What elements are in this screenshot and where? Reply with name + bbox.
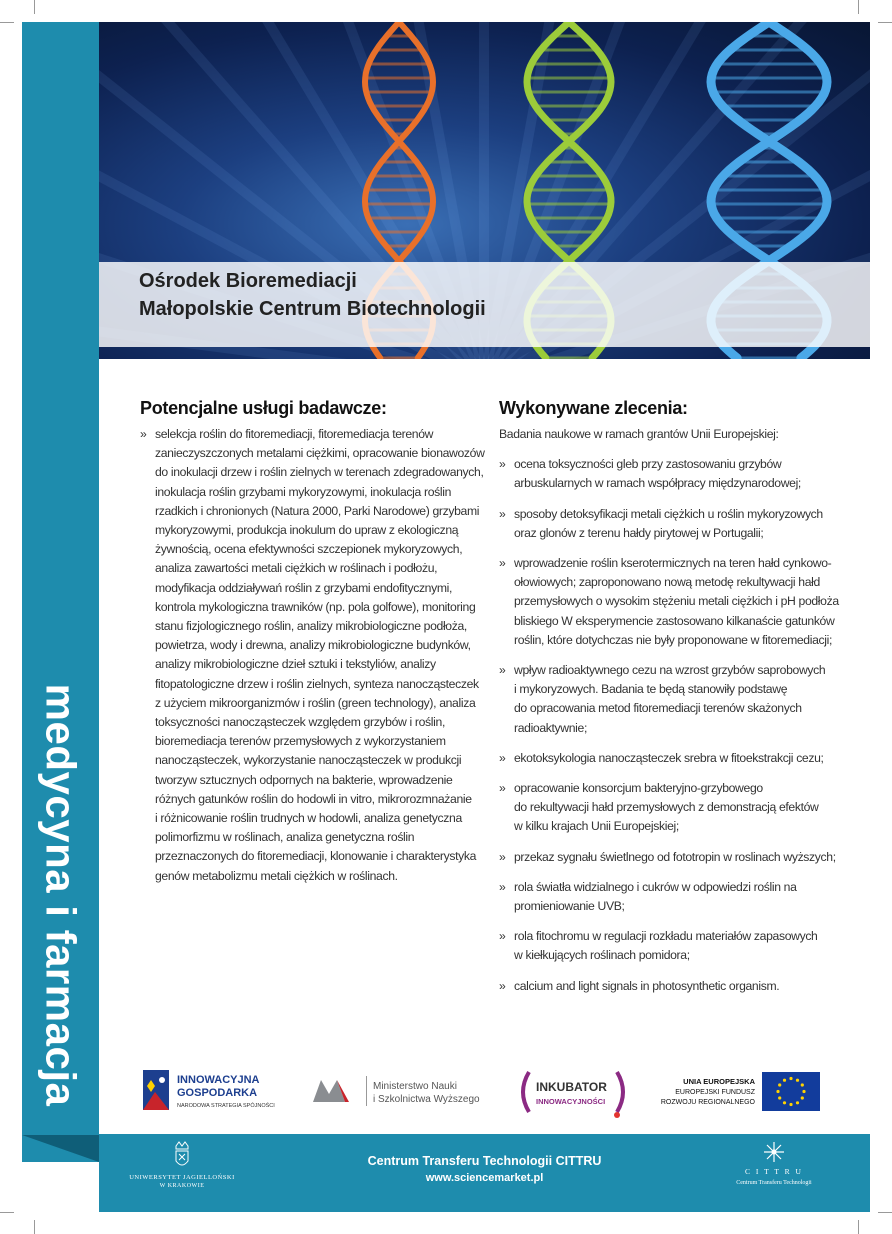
bullet-marker: » xyxy=(499,929,506,944)
eu-star xyxy=(776,1090,779,1093)
mn-line2: i Szkolnictwa Wyższego xyxy=(373,1094,480,1105)
services-line: genów metabolizmu metali ciężkich w roślinach. xyxy=(155,868,398,883)
crop-mark xyxy=(878,22,892,23)
bullet-marker: » xyxy=(499,663,506,678)
services-line: i różnicowanie roślin trudnych w hodowli, analiza genetyczna xyxy=(155,811,462,826)
eu-line3: ROZWOJU REGIONALNEGO xyxy=(660,1099,755,1106)
orders-line: oraz glonów z terenu hałdy pirytowej w Portugalii; xyxy=(514,525,764,540)
crop-mark xyxy=(878,1212,892,1213)
crop-mark xyxy=(34,0,35,14)
services-line: fitopatologiczne drzew i roślin zielnych, synteza nanocząsteczek xyxy=(155,676,479,691)
orders-item xyxy=(499,848,836,867)
orders-line: wprowadzenie roślin kserotermicznych na teren hałd cynkowo- xyxy=(514,556,832,571)
orders-item-text xyxy=(514,927,829,965)
orders-line: do rekultywacji hałd przemysłowych z demonstracją efektów xyxy=(514,800,819,815)
bullet-marker: » xyxy=(499,556,506,571)
orders-line: do opracowania metod fitoremediacji terenów skażonych xyxy=(514,701,802,716)
services-line: z użyciem mikroorganizmów i roślin (green technology), analiza xyxy=(155,695,476,710)
cittru-word: C I T T R U xyxy=(745,1167,803,1176)
orders-line: radioaktywnie; xyxy=(514,720,588,735)
services-line: stanu fizjologicznego roślin, analizy mikrobiologiczne podłoża, xyxy=(155,619,467,634)
sidebar-fold xyxy=(22,1135,99,1162)
uj-line1: UNIWERSYTET JAGIELLOŃSKI xyxy=(129,1174,235,1181)
eu-line1: UNIA EUROPEJSKA xyxy=(683,1077,755,1086)
bullet-marker: » xyxy=(499,506,506,521)
services-line: polimorfizmu w roślinach, analiza genetyczna roślin xyxy=(155,830,415,845)
services-line: kontrola mykologiczna trawników (np. pola golfowe), monitoring xyxy=(155,599,476,614)
orders-list xyxy=(499,455,839,996)
ig-line2: GOSPODARKA xyxy=(177,1087,258,1099)
uj-line2: W KRAKOWIE xyxy=(159,1183,205,1189)
bullet-marker: » xyxy=(499,978,506,993)
orders-line: roślin, które dotychczas nie były proponowane w fitoremediacji; xyxy=(514,632,833,647)
services-text xyxy=(155,425,485,886)
eu-star xyxy=(783,1079,786,1082)
orders-line: w kilku krajach Unii Europejskiej; xyxy=(514,819,679,834)
orders-line: przekaz sygnału świetlnego od fototropin w roslinach wyższych; xyxy=(514,849,836,864)
orders-item-text xyxy=(514,779,829,837)
orders-item-text xyxy=(514,661,829,738)
orders-line: bliskiego W eksperymencie zastosowano kilkanaście gatunków xyxy=(514,613,835,628)
orders-item-text xyxy=(514,977,829,996)
eu-star xyxy=(801,1096,804,1099)
orders-line: ołowiowych; zaproponowano nową metodę rekultywacji hałd xyxy=(514,575,820,590)
services-line: toksyczności nanocząsteczek względem grzybów i roślin, xyxy=(155,715,445,730)
services-line: selekcja roślin do fitoremediacji, fitoremediacja terenów xyxy=(155,427,434,441)
services-item xyxy=(140,425,485,886)
orders-line: i mykoryzowych. Badania te będą stanowiły podstawę xyxy=(514,682,788,697)
eu-star xyxy=(789,1103,792,1106)
orders-item-text xyxy=(514,878,829,916)
orders-line: przemysłowych o wysokim stężeniu metali ciężkich i pH podłoża xyxy=(514,594,839,609)
eu-star xyxy=(796,1079,799,1082)
bullet-marker: » xyxy=(499,750,506,765)
orders-line: ekotoksykologia nanocząsteczek srebra w fitoekstrakcji cezu; xyxy=(514,750,824,765)
orders-intro: Badania naukowe w ramach grantów Unii Europejskiej: xyxy=(499,427,779,441)
crop-mark xyxy=(858,1220,859,1234)
ministerstwo-logo xyxy=(313,1076,480,1106)
crop-mark xyxy=(34,1220,35,1234)
orders-item-text xyxy=(514,749,829,768)
category-label: medycyna i farmacja xyxy=(37,683,85,1107)
orders-line: rola światła widzialnego i cukrów w odpowiedzi roślin na xyxy=(514,879,797,894)
services-line: powietrza, wody i drewna, analizy mikrobiologiczne budynków, xyxy=(155,638,471,653)
eu-logo xyxy=(661,1072,820,1111)
mn-line1: Ministerstwo Nauki xyxy=(373,1081,457,1092)
services-line: różnych gatunków roślin do hodowli in vitro, mikrorozmnażanie xyxy=(155,791,472,806)
partner-logos xyxy=(99,1062,870,1134)
bullet-marker: » xyxy=(499,879,506,894)
eu-star xyxy=(778,1083,781,1086)
ink-line2: INNOWACYJNOŚCI xyxy=(536,1097,606,1106)
orders-line: opracowanie konsorcjum bakteryjno-grzybowego xyxy=(514,781,763,796)
eu-star xyxy=(778,1096,781,1099)
services-line: modyfikacja oddziaływań roślin z grzybami endofitycznymi, xyxy=(155,580,453,595)
orders-item-text xyxy=(514,848,836,867)
orders-item xyxy=(499,554,839,650)
footer-band xyxy=(99,1134,870,1212)
services-line: analiza zawartości metali ciężkich w roślinach i podłożu, xyxy=(155,561,438,576)
eu-star xyxy=(789,1077,792,1080)
bullet-marker: » xyxy=(499,457,506,472)
orders-line: wpływ radioaktywnego cezu na wzrost grzybów saprobowych xyxy=(514,663,826,678)
category-label-wrap xyxy=(28,680,92,1110)
ig-line1: INNOWACYJNA xyxy=(177,1074,260,1086)
orders-item-text xyxy=(514,505,829,543)
services-line: inokulacja roślin grzybami mykoryzowymi, inokulacja roślin xyxy=(155,484,452,499)
ink-line1: INKUBATOR xyxy=(536,1080,607,1094)
page-title-line2: Małopolskie Centrum Biotechnologii xyxy=(139,298,486,320)
eu-star xyxy=(783,1101,786,1104)
orders-item xyxy=(499,927,829,965)
inkubator-logo xyxy=(523,1072,623,1118)
orders-item xyxy=(499,661,829,738)
services-column xyxy=(140,398,485,886)
services-line: mykoryzowymi, produkcja inokulum do upraw z ekologiczną xyxy=(155,523,459,538)
innowacyjna-gospodarka-logo xyxy=(143,1070,275,1110)
bullet-marker: » xyxy=(140,427,147,441)
page-title-line1: Ośrodek Bioremediacji xyxy=(139,270,357,292)
orders-column xyxy=(499,398,839,996)
services-line: rzadkich i chronionych (Natura 2000, Parki Narodowe) grzybami xyxy=(155,503,480,518)
hero-banner xyxy=(99,22,870,359)
footer-url[interactable]: www.sciencemarket.pl xyxy=(425,1172,544,1184)
services-line: analizy mikrobiologiczne dzieł sztuki i tekstyliów, analizy xyxy=(155,657,436,672)
orders-item xyxy=(499,455,829,493)
services-line: przeznaczonych do fitoremediacji, klonowanie i charakterystyka xyxy=(155,849,477,864)
services-line: do inokulacji drzew i roślin zielnych w terenach zdegradowanych, xyxy=(155,465,484,480)
orders-item xyxy=(499,779,829,837)
services-line: tworzyw sztucznych odpornych na bakterie, wprowadzenie xyxy=(155,772,453,787)
eu-star xyxy=(801,1083,804,1086)
orders-item xyxy=(499,977,829,996)
services-line: bioremediacja terenów przemysłowych z wykorzystaniem xyxy=(155,734,446,749)
orders-item xyxy=(499,749,829,768)
services-line: nanocząsteczek, wykorzystanie nanocząsteczek w produkcji xyxy=(155,753,462,768)
bullet-marker: » xyxy=(499,781,506,796)
cittru-sub: Centrum Transferu Technologii xyxy=(736,1180,812,1186)
orders-line: promieniowanie UVB; xyxy=(514,899,625,914)
crop-mark xyxy=(0,1212,14,1213)
orders-line: calcium and light signals in photosynthetic organism. xyxy=(514,978,780,993)
orders-item xyxy=(499,505,829,543)
ig-line3: NARODOWA STRATEGIA SPÓJNOŚCI xyxy=(177,1103,275,1109)
crop-mark xyxy=(858,0,859,14)
orders-line: sposoby detoksyfikacji metali ciężkich u roślin mykoryzowych xyxy=(514,506,823,521)
orders-item-text xyxy=(514,554,839,650)
bullet-marker: » xyxy=(499,849,506,864)
orders-line: arbuskularnych w ramach współpracy międzynarodowej; xyxy=(514,476,801,491)
services-line: żywnością, ocena efektywności szczepionek mykoryzowych, xyxy=(155,542,463,557)
orders-line: rola fitochromu w regulacji rozkładu materiałów zapasowych xyxy=(514,929,818,944)
eu-star xyxy=(802,1090,805,1093)
eu-line2: EUROPEJSKI FUNDUSZ xyxy=(675,1089,755,1096)
orders-heading: Wykonywane zlecenia: xyxy=(499,398,688,418)
orders-line: w kiełkujących roślinach pomidora; xyxy=(514,948,690,963)
crop-mark xyxy=(0,22,14,23)
logos-graphics xyxy=(99,1062,870,1134)
services-line: zanieczyszczonych metalami ciężkimi, opracowanie bionawozów xyxy=(155,446,485,461)
orders-line: ocena toksyczności gleb przy zastosowaniu grzybów xyxy=(514,457,782,472)
orders-item-text xyxy=(514,455,829,493)
orders-item xyxy=(499,878,829,916)
services-heading: Potencjalne usługi badawcze: xyxy=(140,398,387,418)
eu-star xyxy=(796,1101,799,1104)
footer-title: Centrum Transferu Technologii CITTRU xyxy=(367,1154,602,1168)
